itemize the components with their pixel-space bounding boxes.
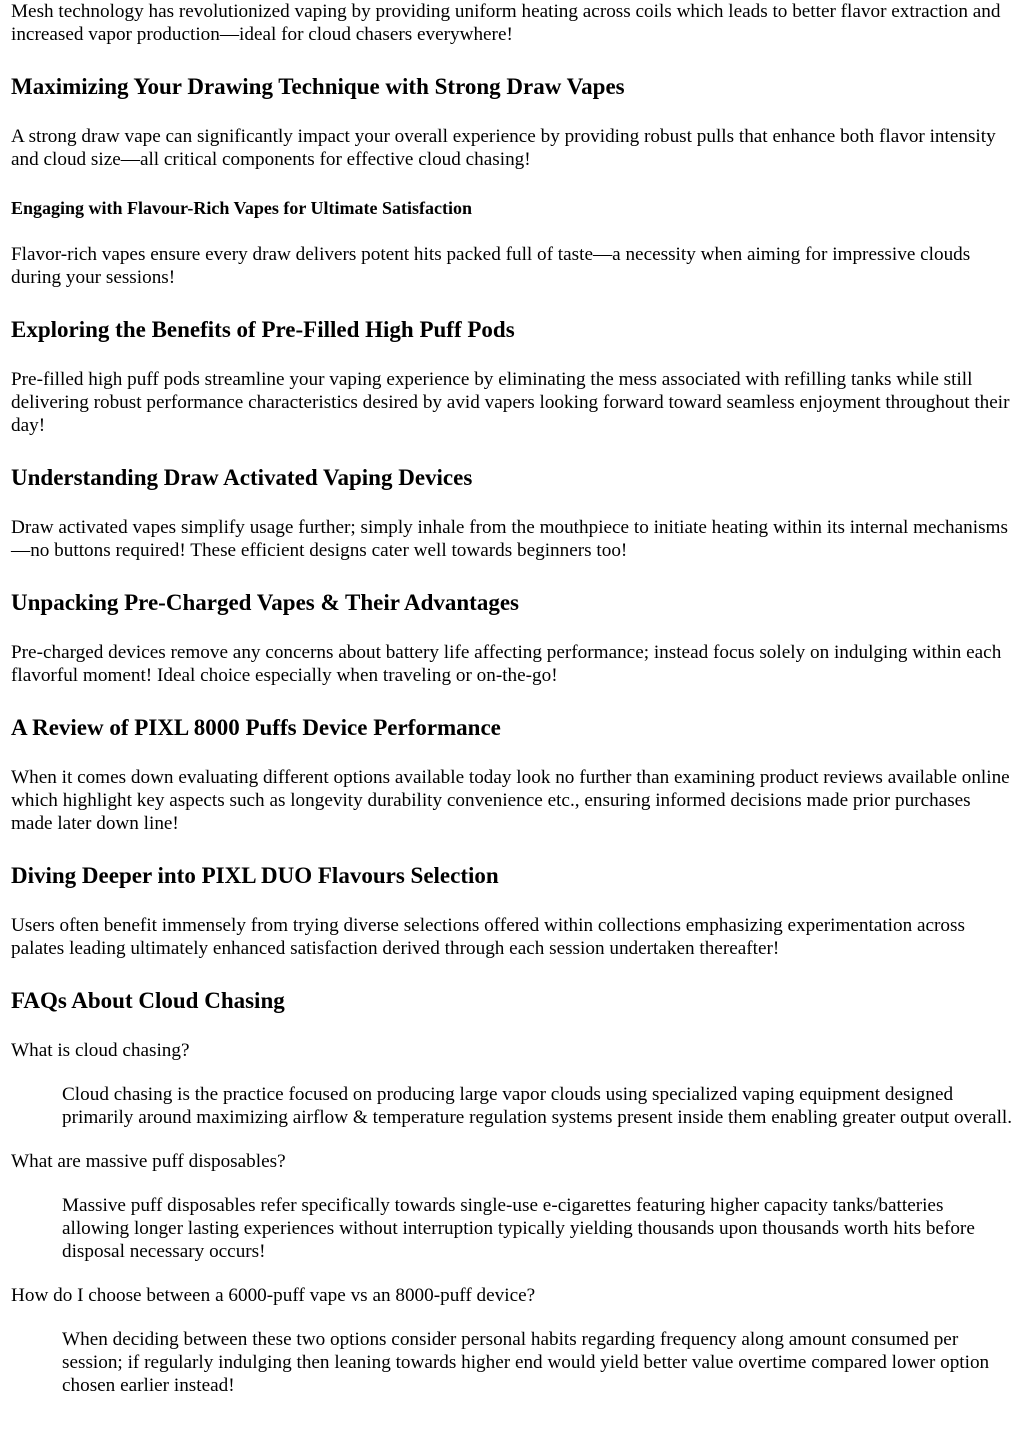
faq-question: What is cloud chasing? [11, 1040, 190, 1061]
intro-paragraph: Mesh technology has revolutionized vaping by providing uniform heating across coils which leads to better flavor extraction and increased vapor production—ideal for cloud chasers everywhere! [11, 1, 1001, 45]
section-heading-flavour-rich: Engaging with Flavour-Rich Vapes for Ultimate Satisfaction [11, 198, 473, 218]
section-body-pre-charged: Pre-charged devices remove any concerns about battery life affecting performance; instead focus solely on indulging within each flavorful moment! Ideal choice especially when traveling or on-the-go! [11, 642, 1002, 686]
section-body-pre-filled-pods: Pre-filled high puff pods streamline your vaping experience by eliminating the mess associated with refilling tanks while still delivering robust performance characteristics desired by avid vapers looking forward toward seamless enjoyment throughout their day! [11, 369, 1010, 436]
section-body-strong-draw: A strong draw vape can significantly impact your overall experience by providing robust pulls that enhance both flavor intensity and cloud size—all critical components for effective cloud chasing! [11, 126, 996, 170]
section-body-flavour-rich: Flavor-rich vapes ensure every draw delivers potent hits packed full of taste—a necessity when aiming for impressive clouds during your sessions! [11, 244, 971, 288]
section-heading-draw-activated: Understanding Draw Activated Vaping Devices [11, 465, 473, 490]
section-body-draw-activated: Draw activated vapes simplify usage further; simply inhale from the mouthpiece to initiate heating within its internal mechanisms—no buttons required! These efficient designs cater well towards beginners too! [11, 517, 1008, 561]
section-heading-pixl-duo: Diving Deeper into PIXL DUO Flavours Selection [11, 863, 499, 888]
section-body-pixl-8000: When it comes down evaluating different options available today look no further than examining product reviews available online which highlight key aspects such as longevity durability convenience etc., ensuring informed decisions made prior purchases made later down line! [11, 767, 1010, 834]
section-heading-pre-charged: Unpacking Pre-Charged Vapes & Their Advantages [11, 590, 519, 615]
section-heading-strong-draw: Maximizing Your Drawing Technique with Strong Draw Vapes [11, 74, 625, 99]
section-heading-pre-filled-pods: Exploring the Benefits of Pre-Filled High Puff Pods [11, 317, 515, 342]
section-body-pixl-duo: Users often benefit immensely from trying diverse selections offered within collections emphasizing experimentation across palates leading ultimately enhanced satisfaction derived through each session undertaken thereafter! [11, 915, 965, 959]
faq-answer: Massive puff disposables refer specifically towards single-use e-cigarettes featuring higher capacity tanks/batteries allowing longer lasting experiences without interruption typically yielding thousands upon thousands worth hits before disposal necessary occurs! [62, 1195, 975, 1262]
faq-list [11, 1039, 1014, 1397]
section-heading-pixl-8000: A Review of PIXL 8000 Puffs Device Performance [11, 715, 501, 740]
faq-answer: Cloud chasing is the practice focused on producing large vapor clouds using specialized vaping equipment designed primarily around maximizing airflow & temperature regulation systems present inside them enabling greater output overall. [62, 1084, 1013, 1128]
faq-question: What are massive puff disposables? [11, 1151, 286, 1172]
faq-heading: FAQs About Cloud Chasing [11, 988, 285, 1013]
faq-question: How do I choose between a 6000-puff vape vs an 8000-puff device? [11, 1285, 536, 1306]
faq-answer: When deciding between these two options consider personal habits regarding frequency along amount consumed per session; if regularly indulging then leaning towards higher end would yield better value overtime compared lower option chosen earlier instead! [62, 1329, 990, 1396]
